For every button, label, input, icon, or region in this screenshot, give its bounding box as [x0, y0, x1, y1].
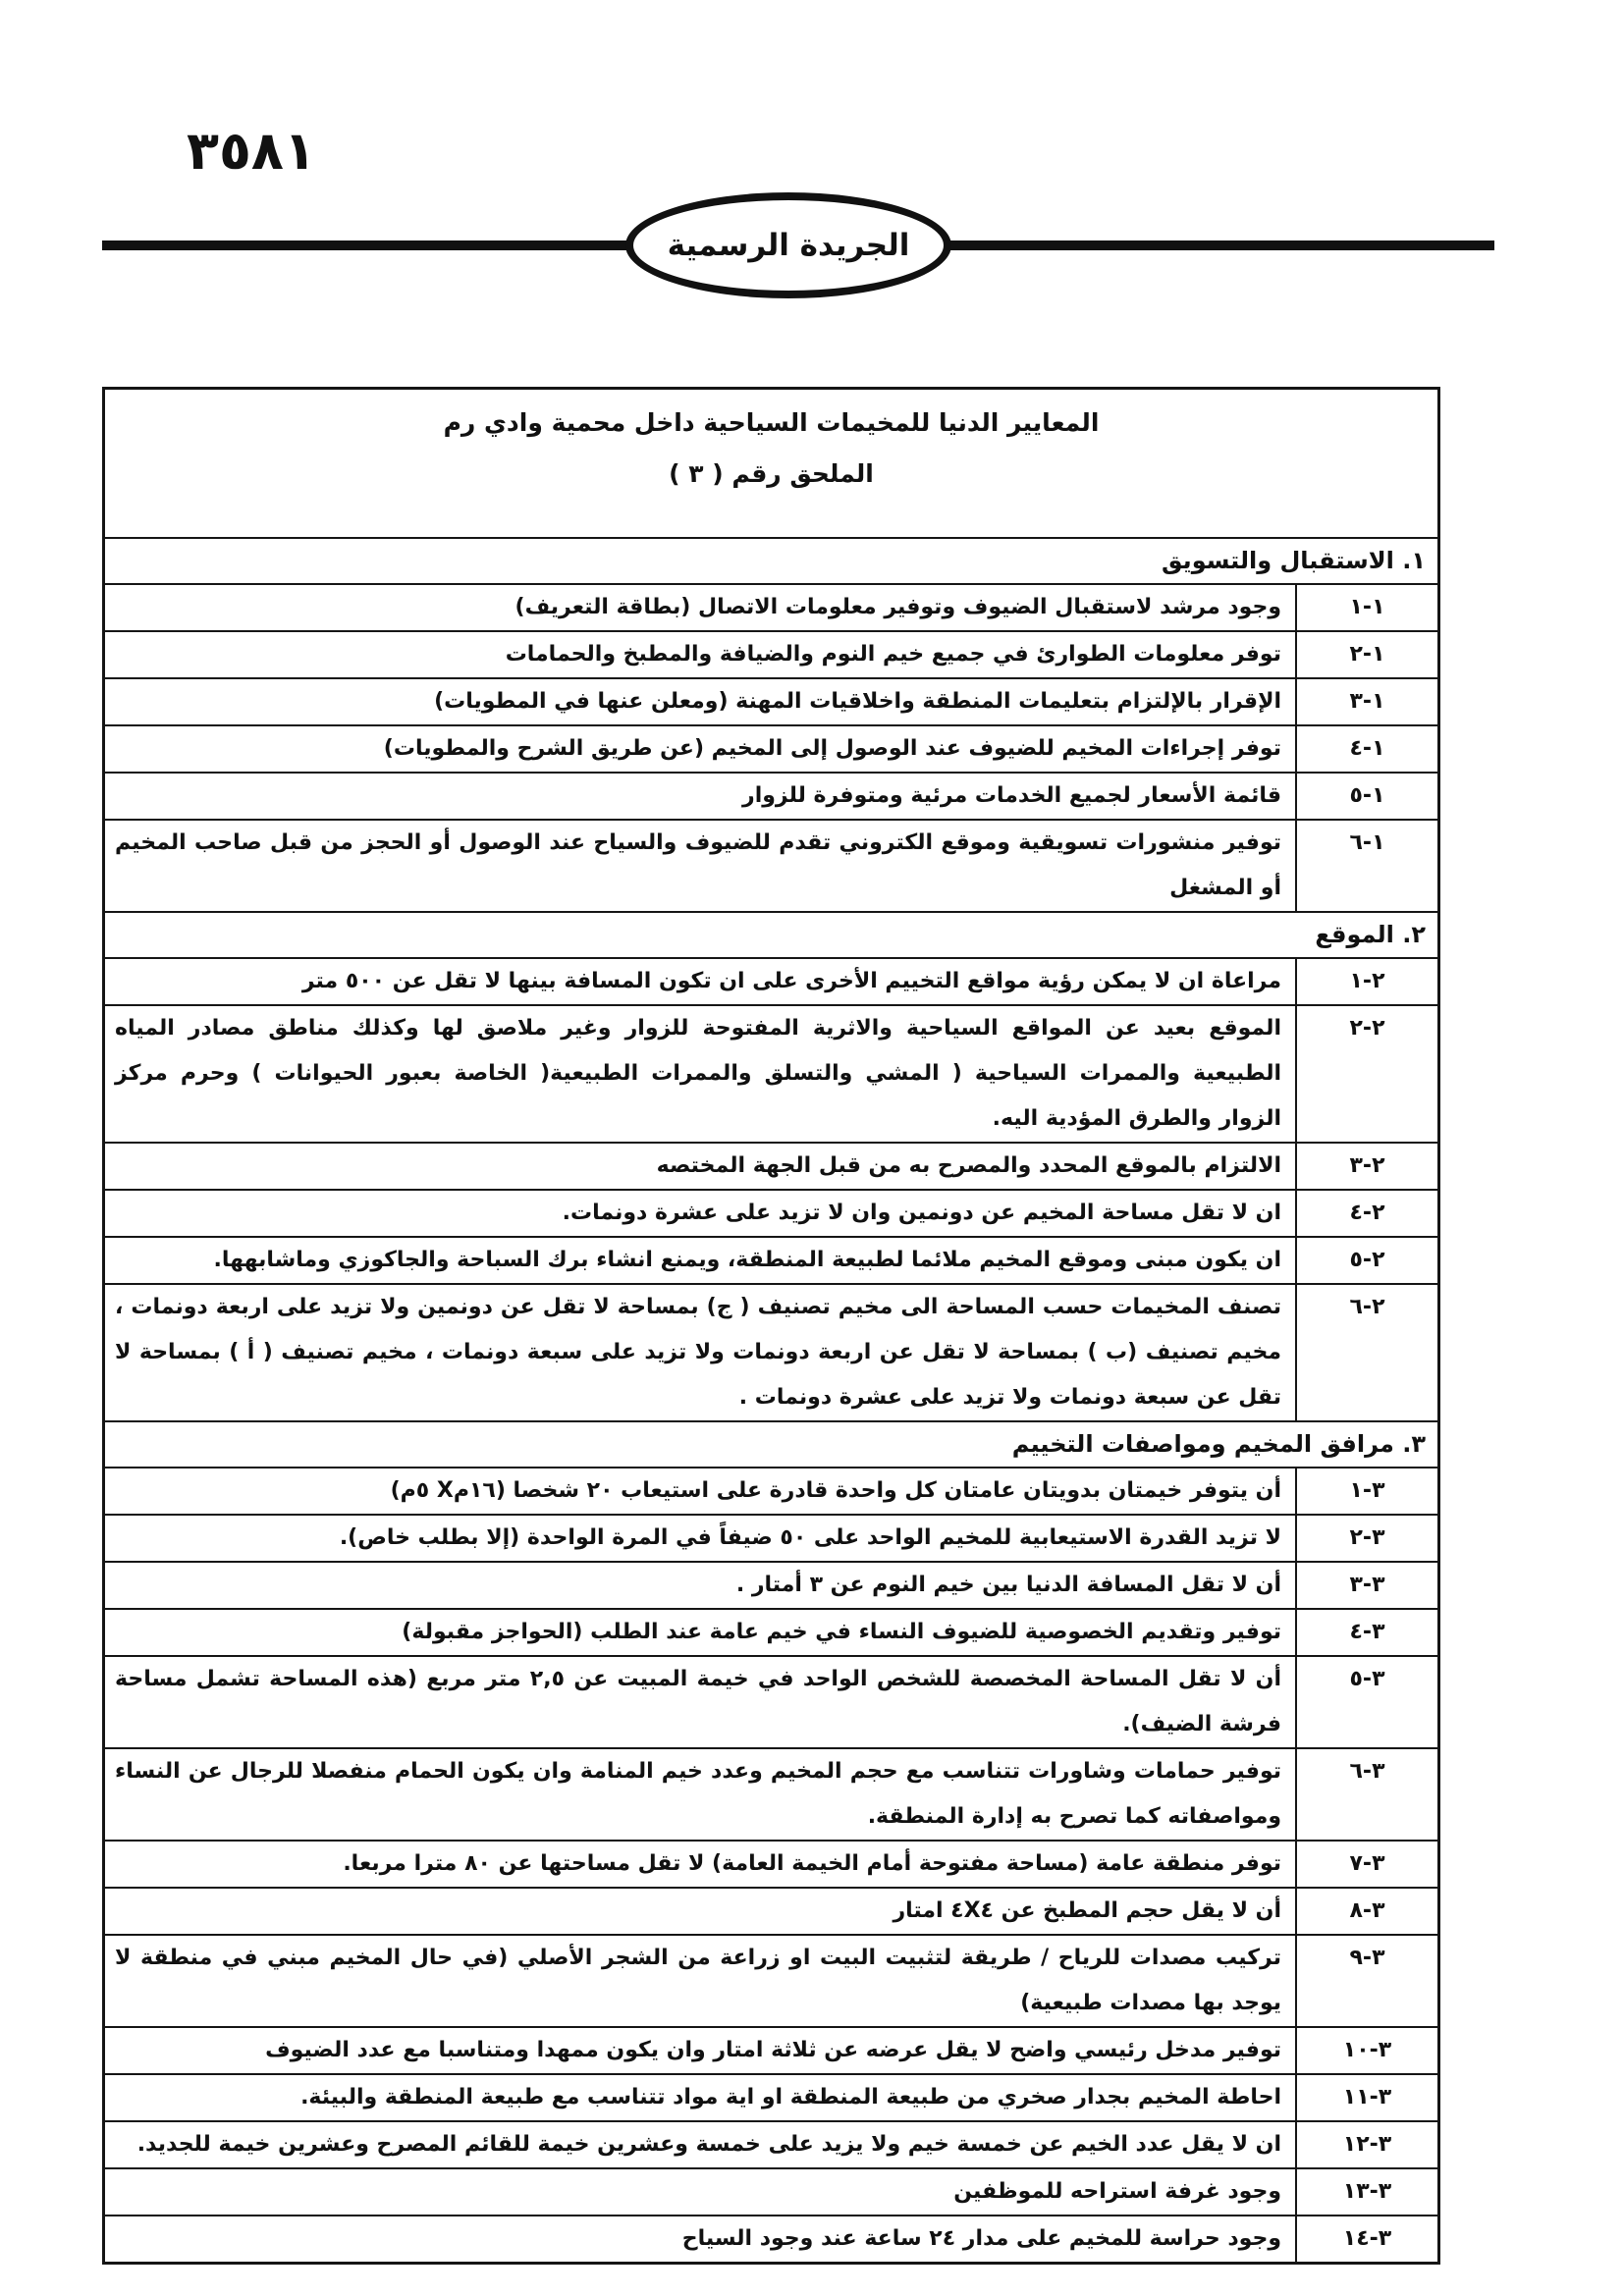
row-number: ٣-١٢ [1295, 2122, 1437, 2167]
row-number: ٣-١ [1295, 1468, 1437, 1514]
table-row [105, 632, 1437, 679]
section-heading: ٢. الموقع [105, 913, 1437, 959]
table-row [105, 1006, 1437, 1144]
row-text: لا تزيد القدرة الاستيعابية للمخيم الواحد على ٥٠ ضيفاً في المرة الواحدة (إلا بطلب خاص). [339, 1525, 1281, 1550]
table-row [105, 585, 1437, 632]
row-number: ٣-١٤ [1295, 2216, 1437, 2262]
row-number: ١-٥ [1295, 774, 1437, 819]
row-text: تصنف المخيمات حسب المساحة الى مخيم تصنيف ( ج) بمساحة لا تقل عن دونمين ولا تزيد على اربعة دونمات ، مخيم تصنيف (ب ) بمساحة لا تقل عن اربعة دونمات ولا تزيد على سبعة دونمات ، مخيم تصنيف ( أ ) بمساحة لا تقل عن سبعة دونمات ولا تزيد على عشرة دونمات . [115, 1295, 1281, 1410]
gazette-title: الجريدة الرسمية [667, 228, 910, 263]
row-text: الموقع بعيد عن المواقع السياحية والاثرية المفتوحة للزوار وغير ملاصق لها وكذلك مناطق مصادر المياه الطبيعية والممرات السياحية ( المشي والتسلق والممرات الطبيعية( الخاصة بعبور الحيوانات ) وحرم مركز الزوار والطرق المؤدية اليه. [115, 1016, 1281, 1131]
table-row [105, 2075, 1437, 2122]
row-number: ٢-٢ [1295, 1006, 1437, 1142]
table-row [105, 1889, 1437, 1936]
row-number: ١-٤ [1295, 726, 1437, 772]
row-number: ٣-٦ [1295, 1749, 1437, 1840]
row-text: ان لا يقل عدد الخيم عن خمسة خيم ولا يزيد على خمسة وعشرين خيمة للقائم المصرح وعشرين خيمة للجديد. [136, 2132, 1281, 2157]
row-number: ١-١ [1295, 585, 1437, 630]
row-number: ٢-٦ [1295, 1285, 1437, 1420]
row-number: ١-٢ [1295, 632, 1437, 677]
section-heading: ٣. مرافق المخيم ومواصفات التخييم [105, 1422, 1437, 1468]
row-number: ٣-١٣ [1295, 2169, 1437, 2215]
row-number: ٢-١ [1295, 959, 1437, 1004]
table-row [105, 1191, 1437, 1238]
row-number: ٣-٤ [1295, 1610, 1437, 1655]
standards-table [102, 387, 1440, 2265]
row-text: توفير حمامات وشاورات تتناسب مع حجم المخيم وعدد خيم المنامة وان يكون الحمام منفصلا للرجال عن النساء ومواصفاته كما تصرح به إدارة المنطقة. [115, 1759, 1281, 1829]
row-text: توفير وتقديم الخصوصية للضيوف النساء في خيم عامة عند الطلب (الحواجز مقبولة) [402, 1620, 1281, 1644]
table-row [105, 2169, 1437, 2216]
row-text: وجود حراسة للمخيم على مدار ٢٤ ساعة عند وجود السياح [681, 2226, 1281, 2251]
row-number: ٣-٧ [1295, 1842, 1437, 1887]
row-number: ٣-٣ [1295, 1563, 1437, 1608]
row-text: احاطة المخيم بجدار صخري من طبيعة المنطقة او اية مواد تتناسب مع طبيعة المنطقة والبيئة. [300, 2085, 1281, 2109]
row-text: أن لا يقل حجم المطبخ عن ٤X٤ امتار [893, 1898, 1281, 1923]
row-text: تركيب مصدات للرياح / طريقة لتثبيت البيت او زراعة من الشجر الأصلي (في حال المخيم مبني في منطقة لا يوجد بها مصدات طبيعية) [115, 1946, 1281, 2015]
row-text: وجود مرشد لاستقبال الضيوف وتوفير معلومات الاتصال (بطاقة التعريف) [514, 595, 1281, 619]
table-row [105, 1657, 1437, 1749]
table-header [105, 390, 1437, 539]
table-row [105, 679, 1437, 726]
row-text: الالتزام بالموقع المحدد والمصرح به من قبل الجهة المختصه [656, 1153, 1281, 1178]
table-row [105, 2122, 1437, 2169]
section-heading: ١. الاستقبال والتسويق [105, 539, 1437, 585]
row-number: ٣-٥ [1295, 1657, 1437, 1747]
row-number: ١-٣ [1295, 679, 1437, 724]
row-number: ٣-٨ [1295, 1889, 1437, 1934]
table-row [105, 774, 1437, 821]
gazette-oval [625, 192, 951, 298]
table-row [105, 1842, 1437, 1889]
row-number: ٣-١٠ [1295, 2028, 1437, 2073]
page-number: ٣٥٨١ [187, 120, 316, 182]
table-row [105, 1516, 1437, 1563]
annex-number: الملحق رقم ( ٣ ) [669, 459, 874, 488]
table-row [105, 726, 1437, 774]
row-text: أن لا تقل المسافة الدنيا بين خيم النوم عن ٣ أمتار . [735, 1573, 1281, 1597]
row-text: توفير مدخل رئيسي واضح لا يقل عرضه عن ثلاثة امتار وان يكون ممهدا ومتناسبا مع عدد الضيوف [265, 2038, 1281, 2062]
row-number: ٢-٣ [1295, 1144, 1437, 1189]
row-number: ١-٦ [1295, 821, 1437, 911]
row-text: توفير منشورات تسويقية وموقع الكتروني تقدم للضيوف والسياح عند الوصول أو الحجز من قبل صاحب المخيم أو المشغل [115, 830, 1281, 900]
table-row [105, 2216, 1437, 2262]
row-text: توفر منطقة عامة (مساحة مفتوحة أمام الخيمة العامة) لا تقل مساحتها عن ٨٠ مترا مربعا. [343, 1851, 1281, 1876]
row-text: مراعاة ان لا يمكن رؤية مواقع التخييم الأخرى على ان تكون المسافة بينها لا تقل عن ٥٠٠ متر [301, 969, 1281, 993]
row-text: ان يكون مبنى وموقع المخيم ملائما لطبيعة المنطقة، ويمنع انشاء برك السباحة والجاكوزي وماشابهها. [213, 1248, 1281, 1272]
table-row [105, 1610, 1437, 1657]
row-text: توفر معلومات الطوارئ في جميع خيم النوم والضيافة والمطبخ والحمامات [505, 642, 1281, 667]
table-row [105, 1936, 1437, 2028]
table-row [105, 1563, 1437, 1610]
row-text: ان لا تقل مساحة المخيم عن دونمين وان لا تزيد على عشرة دونمات. [562, 1201, 1281, 1225]
row-text: أن يتوفر خيمتان بدويتان عامتان كل واحدة قادرة على استيعاب ٢٠ شخصا (١٦مX ٥م) [390, 1478, 1281, 1503]
table-row [105, 1238, 1437, 1285]
table-row [105, 959, 1437, 1006]
table-row [105, 1285, 1437, 1422]
row-number: ٢-٤ [1295, 1191, 1437, 1236]
row-text: وجود غرفة استراحه للموظفين [953, 2179, 1281, 2204]
row-number: ٣-٢ [1295, 1516, 1437, 1561]
row-text: توفر إجراءات المخيم للضيوف عند الوصول إلى المخيم (عن طريق الشرح والمطويات) [383, 736, 1281, 761]
row-number: ٣-٩ [1295, 1936, 1437, 2026]
table-row [105, 821, 1437, 913]
table-row [105, 1144, 1437, 1191]
row-text: أن لا تقل المساحة المخصصة للشخص الواحد في خيمة المبيت عن ٢,٥ متر مربع (هذه المساحة تشمل مساحة فرشة الضيف). [115, 1667, 1281, 1736]
row-number: ٣-١١ [1295, 2075, 1437, 2120]
row-number: ٢-٥ [1295, 1238, 1437, 1283]
table-row [105, 1749, 1437, 1842]
table-row [105, 2028, 1437, 2075]
row-text: الإقرار بالإلتزام بتعليمات المنطقة واخلاقيات المهنة (ومعلن عنها في المطويات) [434, 689, 1281, 714]
table-title: المعايير الدنيا للمخيمات السياحية داخل محمية وادي رم [443, 408, 1100, 437]
table-row [105, 1468, 1437, 1516]
row-text: قائمة الأسعار لجميع الخدمات مرئية ومتوفرة للزوار [742, 783, 1281, 808]
